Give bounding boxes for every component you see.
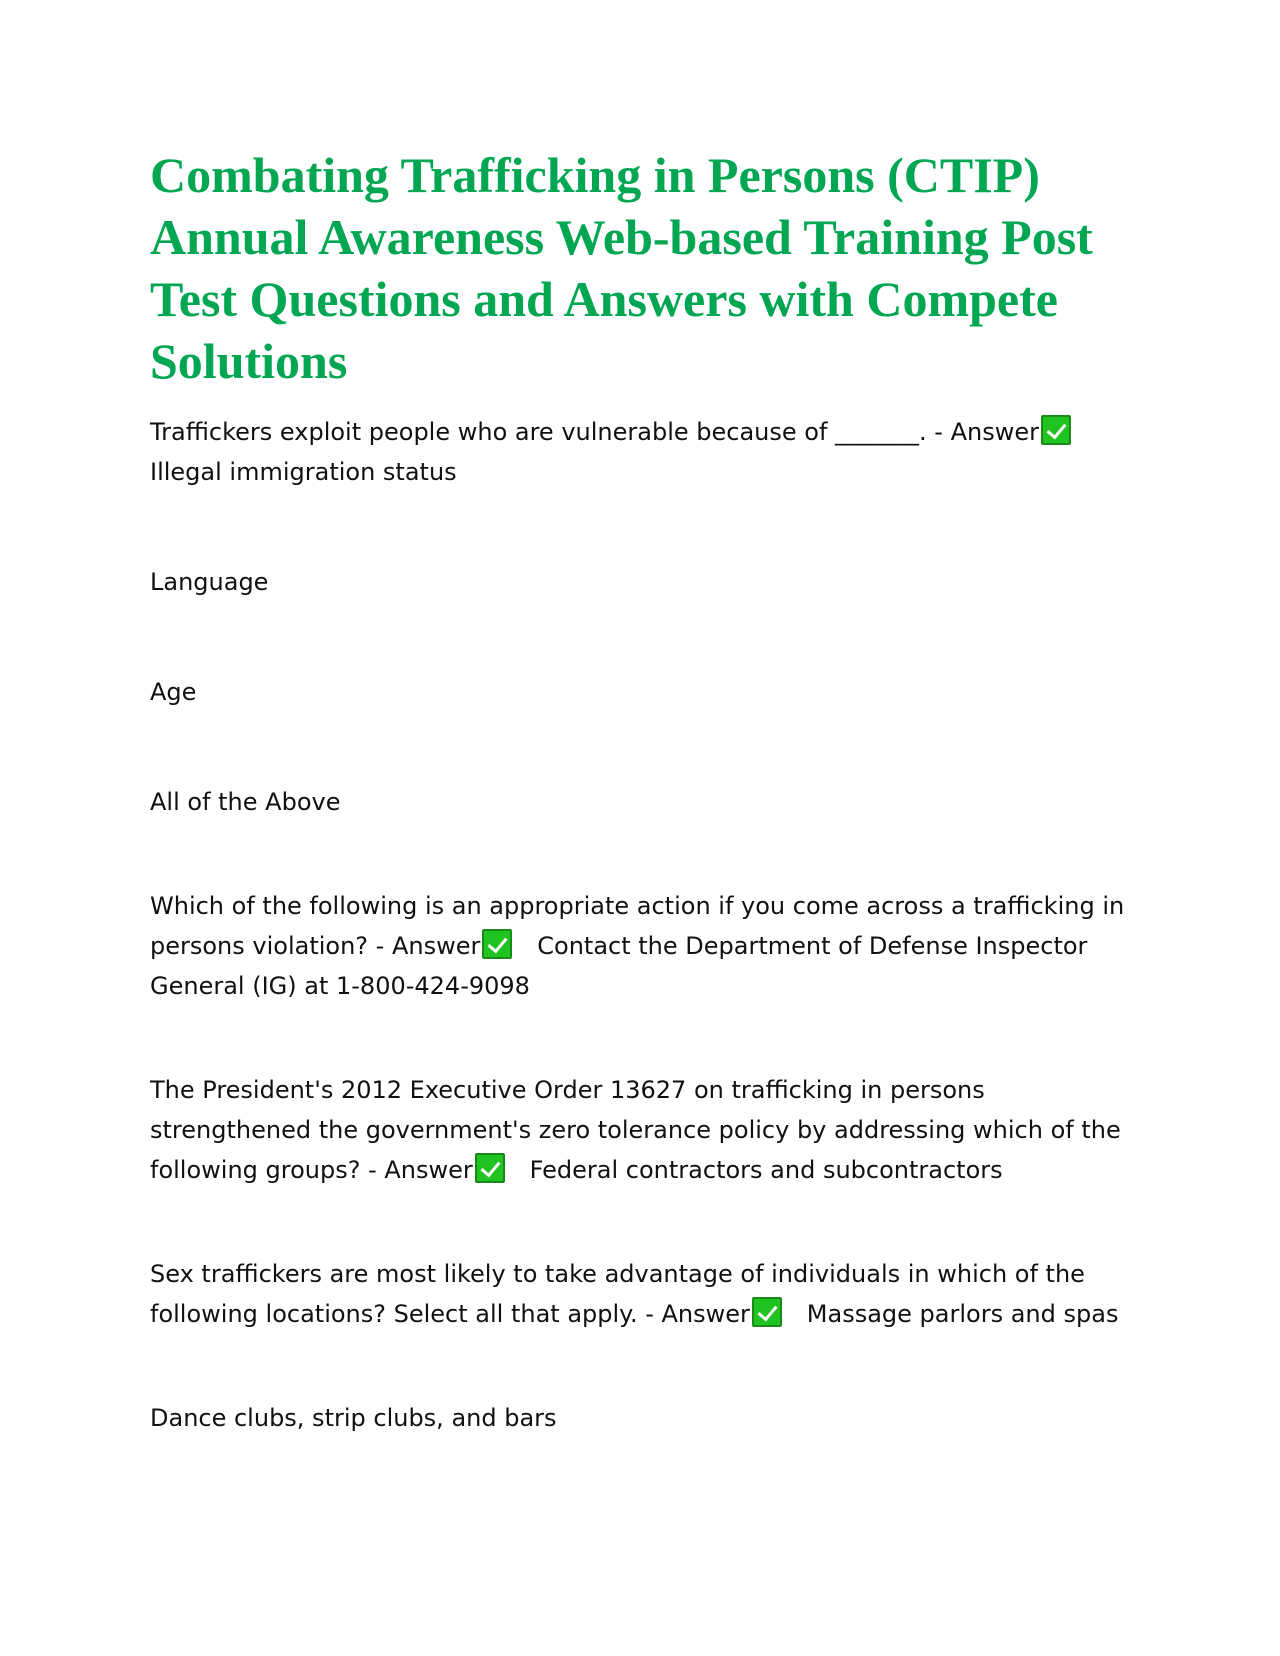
document-page — [150, 144, 1130, 1438]
question-4-option: Dance clubs, strip clubs, and bars — [150, 1404, 557, 1432]
question-4 — [150, 1254, 1130, 1334]
question-2 — [150, 886, 1130, 1006]
question-3 — [150, 1070, 1130, 1190]
question-2-answer: Contact the Department of Defense Inspector General (IG) at 1-800-424-9098 — [150, 932, 1096, 1000]
question-3-answer: Federal contractors and subcontractors — [529, 1156, 1003, 1184]
question-1-answer: Illegal immigration status — [150, 458, 457, 486]
question-1-option: Age — [150, 678, 197, 706]
question-1 — [150, 412, 1130, 492]
question-4-text: Sex traffickers are most likely to take advantage of individuals in which of the following locations? Select all that apply. - Answer — [150, 1260, 1093, 1328]
question-1-text: Traffickers exploit people who are vulnerable because of _______. - Answer — [150, 418, 1039, 446]
check-mark-box-icon — [482, 929, 512, 959]
check-mark-box-icon — [1041, 415, 1071, 445]
question-2-text: Which of the following is an appropriate action if you come across a trafficking in persons violation? - Answer — [150, 892, 1132, 960]
check-mark-box-icon — [752, 1297, 782, 1327]
document-title: Combating Trafficking in Persons (CTIP) Annual Awareness Web-based Training Post Test Questions and Answers with Compete Solutions — [150, 147, 1093, 389]
check-mark-box-icon — [475, 1153, 505, 1183]
question-4-answer: Massage parlors and spas — [806, 1300, 1119, 1328]
question-1-option: All of the Above — [150, 788, 341, 816]
question-1-option: Language — [150, 568, 269, 596]
question-3-text: The President's 2012 Executive Order 13627 on trafficking in persons strengthened the government's zero tolerance policy by addressing which of the following groups? - Answer — [150, 1076, 1129, 1184]
